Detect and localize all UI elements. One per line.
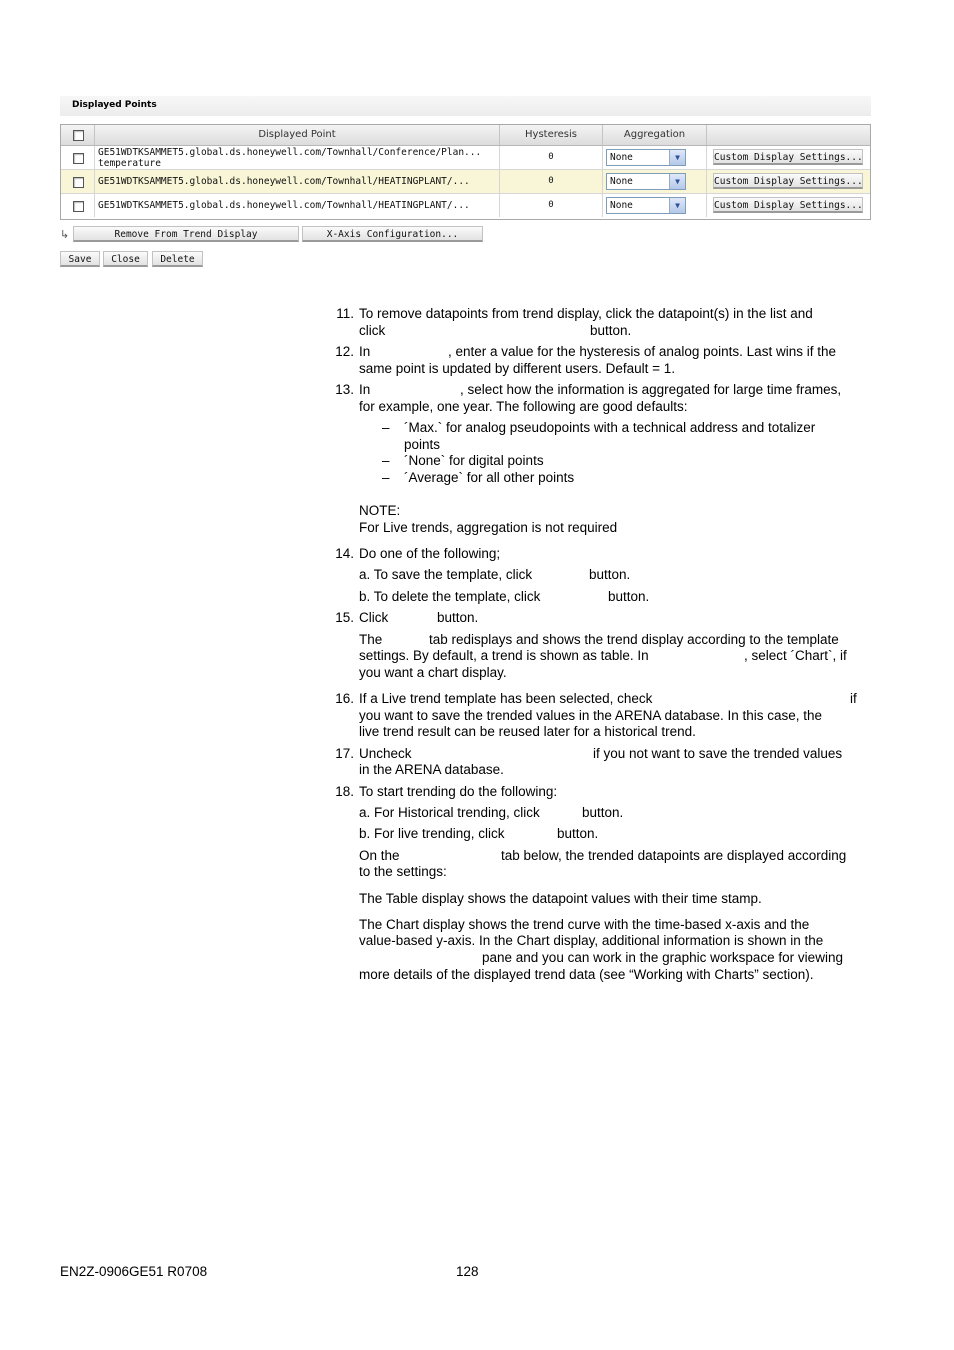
custom-display-settings-button[interactable]: Custom Display Settings... [713,197,863,213]
chevron-down-icon[interactable]: ▼ [669,198,685,213]
panel-title: Displayed Points [72,100,157,110]
step-number: 18. [335,784,354,799]
step-number: 11. [336,306,354,321]
document-id: EN2Z-0906GE51 R0708 [60,1264,208,1279]
bullet-item: ´None` for digital points [404,453,544,468]
step-text: To remove datapoints from trend display, click the datapoint(s) in the list and [359,306,813,321]
delete-button[interactable]: Delete [152,251,203,267]
step-number: 14. [335,546,354,561]
remove-from-trend-display-button[interactable]: Remove From Trend Display [73,226,299,242]
header-aggregation[interactable]: Aggregation [603,125,707,145]
page-number: 128 [456,1264,479,1279]
step-number: 12. [335,344,354,359]
chevron-down-icon[interactable]: ▼ [669,174,685,189]
save-button[interactable]: Save [60,251,100,267]
note-text: For Live trends, aggregation is not required [359,520,618,535]
grid-header [61,125,870,146]
step-number: 17. [335,746,354,761]
displayed-points-grid [60,124,871,220]
note-label: NOTE: [359,503,401,518]
displayed-point-cell[interactable]: GE51WDTKSAMMET5.global.ds.honeywell.com/Townhall/HEATINGPLANT/... [95,170,500,193]
chevron-down-icon[interactable]: ▼ [669,150,685,165]
panel-title-bar [60,96,871,116]
table-row[interactable] [61,194,870,218]
bullet-item: ´Max.` for analog pseudopoints with a technical address and totalizer [404,420,816,435]
header-displayed-point[interactable]: Displayed Point [95,125,500,145]
aggregation-select[interactable]: None ▼ [606,149,686,166]
x-axis-configuration-button[interactable]: X-Axis Configuration... [302,226,483,242]
row-checkbox[interactable] [73,153,84,164]
custom-display-settings-button[interactable]: Custom Display Settings... [713,149,863,165]
row-checkbox[interactable] [73,177,84,188]
aggregation-select[interactable]: None ▼ [606,173,686,190]
step-number: 13. [335,382,354,397]
step-number: 15. [335,610,354,625]
hysteresis-cell[interactable]: 0 [500,194,603,217]
aggregation-select[interactable]: None ▼ [606,197,686,214]
header-select-all[interactable] [61,125,95,145]
hysteresis-cell[interactable]: 0 [500,146,603,169]
close-button[interactable]: Close [103,251,148,267]
step-number: 16. [335,691,354,706]
hysteresis-cell[interactable]: 0 [500,170,603,193]
table-row[interactable] [61,170,870,194]
selection-arrow-icon: ↳ [60,229,70,241]
displayed-point-cell[interactable]: GE51WDTKSAMMET5.global.ds.honeywell.com/Townhall/Conference/Plan... temperature [95,146,500,169]
custom-display-settings-button[interactable]: Custom Display Settings... [713,173,863,189]
bullet-item: ´Average` for all other points [404,470,575,485]
select-all-checkbox[interactable] [73,130,84,141]
header-actions [707,125,870,145]
displayed-point-cell[interactable]: GE51WDTKSAMMET5.global.ds.honeywell.com/Townhall/HEATINGPLANT/... [95,194,500,217]
header-hysteresis[interactable]: Hysteresis [500,125,603,145]
table-row[interactable] [61,146,870,170]
row-checkbox[interactable] [73,201,84,212]
